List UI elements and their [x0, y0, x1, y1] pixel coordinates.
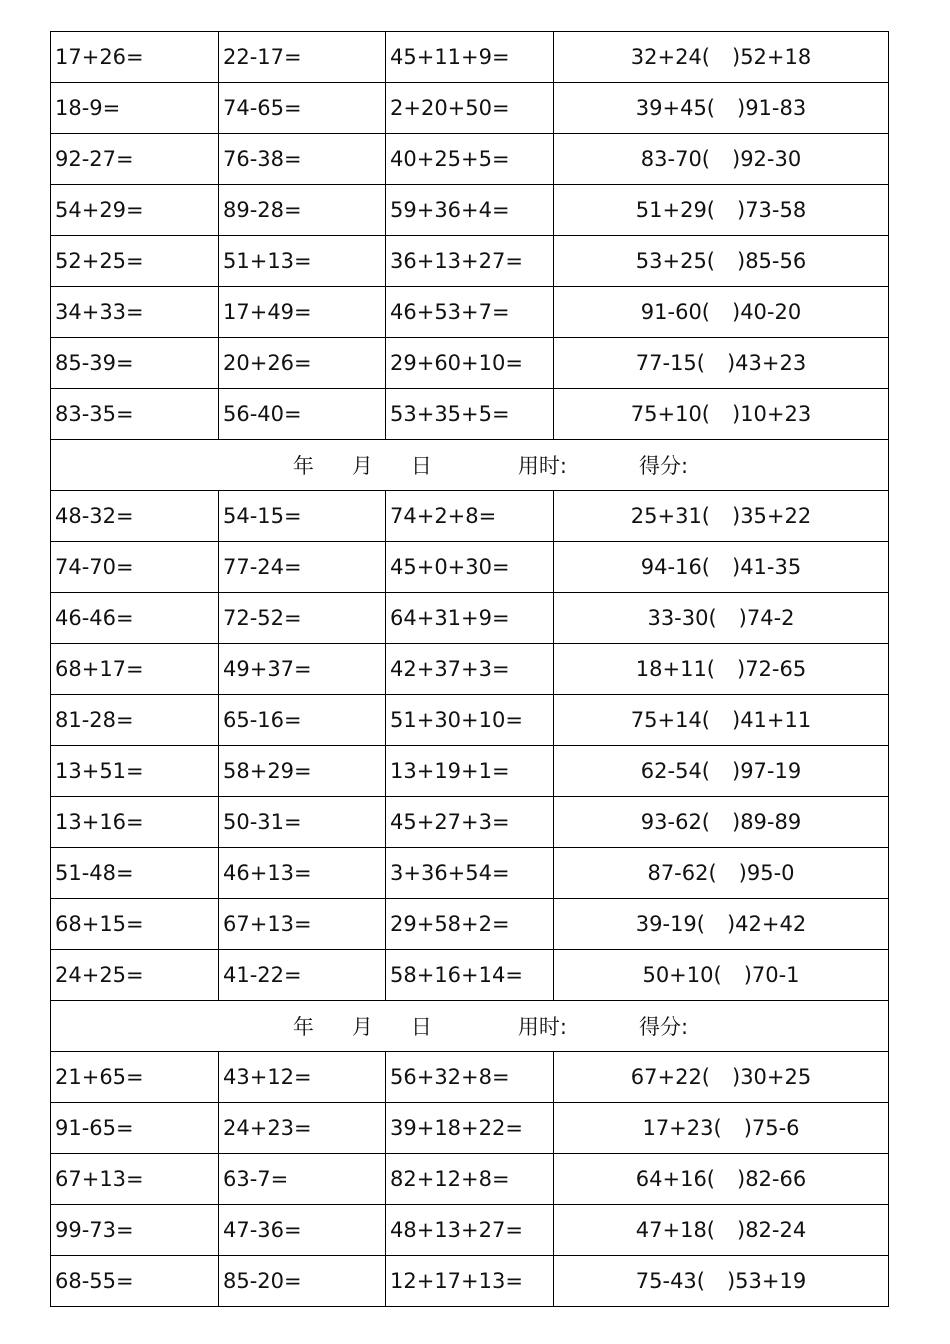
- problem-row: [51, 644, 889, 695]
- comparison-problem: [554, 32, 889, 83]
- problem-row: [51, 746, 889, 797]
- comparison-left: 39+45(: [635, 96, 715, 120]
- arithmetic-problem: 56+32+8=: [386, 1052, 554, 1103]
- comparison-problem: [554, 542, 889, 593]
- arithmetic-problem: 22-17=: [219, 32, 386, 83]
- comparison-problem: [554, 491, 889, 542]
- comparison-problem: [554, 1103, 889, 1154]
- comparison-problem: [554, 1205, 889, 1256]
- arithmetic-problem: 85-39=: [51, 338, 219, 389]
- comparison-left: 39-19(: [635, 912, 705, 936]
- comparison-left: 50+10(: [642, 963, 722, 987]
- arithmetic-problem: 49+37=: [219, 644, 386, 695]
- comparison-problem: [554, 1256, 889, 1307]
- arithmetic-problem: 58+29=: [219, 746, 386, 797]
- comparison-problem: [554, 1052, 889, 1103]
- arithmetic-problem: 54+29=: [51, 185, 219, 236]
- comparison-right: )43+23: [726, 351, 807, 375]
- comparison-problem: [554, 797, 889, 848]
- arithmetic-problem: 85-20=: [219, 1256, 386, 1307]
- problem-row: [51, 848, 889, 899]
- arithmetic-problem: 24+23=: [219, 1103, 386, 1154]
- problem-row: [51, 1103, 889, 1154]
- header-label-year: 年: [292, 1015, 314, 1039]
- date-score-header: [51, 440, 889, 491]
- arithmetic-problem: 67+13=: [219, 899, 386, 950]
- comparison-problem: [554, 644, 889, 695]
- arithmetic-problem: 92-27=: [51, 134, 219, 185]
- problem-row: [51, 185, 889, 236]
- comparison-problem: [554, 593, 889, 644]
- comparison-left: 94-16(: [640, 555, 710, 579]
- arithmetic-problem: 13+51=: [51, 746, 219, 797]
- arithmetic-problem: 41-22=: [219, 950, 386, 1001]
- comparison-right: )10+23: [732, 402, 812, 426]
- comparison-problem: [554, 899, 889, 950]
- comparison-left: 51+29(: [635, 198, 715, 222]
- comparison-problem: [554, 1154, 889, 1205]
- comparison-left: 91-60(: [640, 300, 710, 324]
- arithmetic-problem: 51+30+10=: [386, 695, 554, 746]
- header-label-month: 月: [351, 1015, 373, 1039]
- arithmetic-problem: 45+27+3=: [386, 797, 554, 848]
- arithmetic-problem: 3+36+54=: [386, 848, 554, 899]
- comparison-right: )30+25: [732, 1065, 812, 1089]
- comparison-left: 25+31(: [630, 504, 710, 528]
- arithmetic-problem: 74+2+8=: [386, 491, 554, 542]
- comparison-problem: [554, 950, 889, 1001]
- comparison-right: )82-66: [737, 1167, 807, 1191]
- comparison-right: )91-83: [737, 96, 807, 120]
- comparison-right: )70-1: [743, 963, 800, 987]
- comparison-right: )53+19: [726, 1269, 807, 1293]
- problem-row: [51, 32, 889, 83]
- header-label-day: 日: [410, 454, 432, 478]
- date-score-header: [51, 1001, 889, 1052]
- arithmetic-problem: 72-52=: [219, 593, 386, 644]
- arithmetic-problem: 29+58+2=: [386, 899, 554, 950]
- problem-row: [51, 542, 889, 593]
- arithmetic-problem: 40+25+5=: [386, 134, 554, 185]
- arithmetic-problem: 63-7=: [219, 1154, 386, 1205]
- arithmetic-problem: 56-40=: [219, 389, 386, 440]
- comparison-right: )42+42: [726, 912, 807, 936]
- problem-row: [51, 1154, 889, 1205]
- comparison-left: 75+14(: [630, 708, 710, 732]
- arithmetic-problem: 24+25=: [51, 950, 219, 1001]
- comparison-problem: [554, 848, 889, 899]
- arithmetic-problem: 46+53+7=: [386, 287, 554, 338]
- problem-row: [51, 950, 889, 1001]
- arithmetic-problem: 45+0+30=: [386, 542, 554, 593]
- date-score-header-row: [51, 1001, 889, 1052]
- comparison-left: 93-62(: [640, 810, 710, 834]
- comparison-right: )73-58: [737, 198, 807, 222]
- arithmetic-problem: 34+33=: [51, 287, 219, 338]
- arithmetic-problem: 65-16=: [219, 695, 386, 746]
- arithmetic-problem: 64+31+9=: [386, 593, 554, 644]
- arithmetic-problem: 29+60+10=: [386, 338, 554, 389]
- comparison-left: 75-43(: [635, 1269, 705, 1293]
- arithmetic-problem: 74-65=: [219, 83, 386, 134]
- comparison-left: 53+25(: [635, 249, 715, 273]
- comparison-problem: [554, 389, 889, 440]
- header-label-day: 日: [410, 1015, 432, 1039]
- comparison-right: )41-35: [732, 555, 802, 579]
- arithmetic-problem: 54-15=: [219, 491, 386, 542]
- arithmetic-problem: 83-35=: [51, 389, 219, 440]
- comparison-right: )41+11: [732, 708, 812, 732]
- comparison-left: 87-62(: [647, 861, 717, 885]
- arithmetic-problem: 51-48=: [51, 848, 219, 899]
- problem-row: [51, 491, 889, 542]
- header-label-score: 得分:: [639, 1015, 689, 1039]
- problem-row: [51, 1052, 889, 1103]
- header-label-time-used: 用时:: [517, 1015, 567, 1039]
- arithmetic-problem: 53+35+5=: [386, 389, 554, 440]
- problem-row: [51, 695, 889, 746]
- arithmetic-problem: 48+13+27=: [386, 1205, 554, 1256]
- arithmetic-problem: 13+19+1=: [386, 746, 554, 797]
- problem-row: [51, 389, 889, 440]
- arithmetic-problem: 68+17=: [51, 644, 219, 695]
- header-label-month: 月: [351, 454, 373, 478]
- arithmetic-problem: 74-70=: [51, 542, 219, 593]
- arithmetic-problem: 46+13=: [219, 848, 386, 899]
- problem-row: [51, 287, 889, 338]
- comparison-right: )97-19: [732, 759, 802, 783]
- comparison-problem: [554, 185, 889, 236]
- arithmetic-problem: 12+17+13=: [386, 1256, 554, 1307]
- comparison-right: )40-20: [732, 300, 802, 324]
- comparison-right: )92-30: [732, 147, 802, 171]
- comparison-right: )52+18: [732, 45, 812, 69]
- arithmetic-problem: 89-28=: [219, 185, 386, 236]
- arithmetic-problem: 39+18+22=: [386, 1103, 554, 1154]
- arithmetic-problem: 81-28=: [51, 695, 219, 746]
- comparison-right: )74-2: [738, 606, 795, 630]
- arithmetic-problem: 58+16+14=: [386, 950, 554, 1001]
- problem-row: [51, 899, 889, 950]
- problem-row: [51, 236, 889, 287]
- arithmetic-problem: 68+15=: [51, 899, 219, 950]
- comparison-left: 77-15(: [635, 351, 705, 375]
- arithmetic-problem: 99-73=: [51, 1205, 219, 1256]
- arithmetic-problem: 51+13=: [219, 236, 386, 287]
- arithmetic-problem: 77-24=: [219, 542, 386, 593]
- arithmetic-problem: 91-65=: [51, 1103, 219, 1154]
- arithmetic-problem: 68-55=: [51, 1256, 219, 1307]
- comparison-right: )35+22: [732, 504, 812, 528]
- comparison-left: 33-30(: [647, 606, 717, 630]
- comparison-right: )72-65: [737, 657, 807, 681]
- problem-row: [51, 83, 889, 134]
- comparison-problem: [554, 338, 889, 389]
- problem-row: [51, 338, 889, 389]
- comparison-problem: [554, 746, 889, 797]
- arithmetic-problem: 67+13=: [51, 1154, 219, 1205]
- comparison-right: )75-6: [743, 1116, 800, 1140]
- comparison-problem: [554, 134, 889, 185]
- arithmetic-problem: 45+11+9=: [386, 32, 554, 83]
- comparison-left: 17+23(: [642, 1116, 722, 1140]
- arithmetic-problem: 21+65=: [51, 1052, 219, 1103]
- header-label-year: 年: [292, 454, 314, 478]
- comparison-left: 62-54(: [640, 759, 710, 783]
- comparison-problem: [554, 287, 889, 338]
- header-label-score: 得分:: [639, 454, 689, 478]
- problem-row: [51, 134, 889, 185]
- arithmetic-problem: 20+26=: [219, 338, 386, 389]
- arithmetic-problem: 59+36+4=: [386, 185, 554, 236]
- arithmetic-problem: 18-9=: [51, 83, 219, 134]
- date-score-header-row: [51, 440, 889, 491]
- comparison-left: 67+22(: [630, 1065, 710, 1089]
- arithmetic-problem: 43+12=: [219, 1052, 386, 1103]
- comparison-right: )89-89: [732, 810, 802, 834]
- worksheet-table: [50, 31, 889, 1307]
- comparison-left: 18+11(: [635, 657, 715, 681]
- arithmetic-problem: 82+12+8=: [386, 1154, 554, 1205]
- arithmetic-problem: 76-38=: [219, 134, 386, 185]
- comparison-problem: [554, 236, 889, 287]
- arithmetic-problem: 2+20+50=: [386, 83, 554, 134]
- problem-row: [51, 1256, 889, 1307]
- comparison-right: )85-56: [737, 249, 807, 273]
- comparison-problem: [554, 83, 889, 134]
- arithmetic-problem: 13+16=: [51, 797, 219, 848]
- problem-row: [51, 593, 889, 644]
- arithmetic-problem: 52+25=: [51, 236, 219, 287]
- problem-row: [51, 797, 889, 848]
- comparison-left: 75+10(: [630, 402, 710, 426]
- problem-row: [51, 1205, 889, 1256]
- comparison-problem: [554, 695, 889, 746]
- arithmetic-problem: 46-46=: [51, 593, 219, 644]
- arithmetic-problem: 36+13+27=: [386, 236, 554, 287]
- comparison-right: )95-0: [738, 861, 795, 885]
- arithmetic-problem: 17+26=: [51, 32, 219, 83]
- arithmetic-problem: 42+37+3=: [386, 644, 554, 695]
- arithmetic-problem: 50-31=: [219, 797, 386, 848]
- arithmetic-problem: 17+49=: [219, 287, 386, 338]
- arithmetic-problem: 47-36=: [219, 1205, 386, 1256]
- comparison-left: 83-70(: [640, 147, 710, 171]
- comparison-right: )82-24: [737, 1218, 807, 1242]
- comparison-left: 47+18(: [635, 1218, 715, 1242]
- header-label-time-used: 用时:: [517, 454, 567, 478]
- comparison-left: 64+16(: [635, 1167, 715, 1191]
- comparison-left: 32+24(: [630, 45, 710, 69]
- arithmetic-problem: 48-32=: [51, 491, 219, 542]
